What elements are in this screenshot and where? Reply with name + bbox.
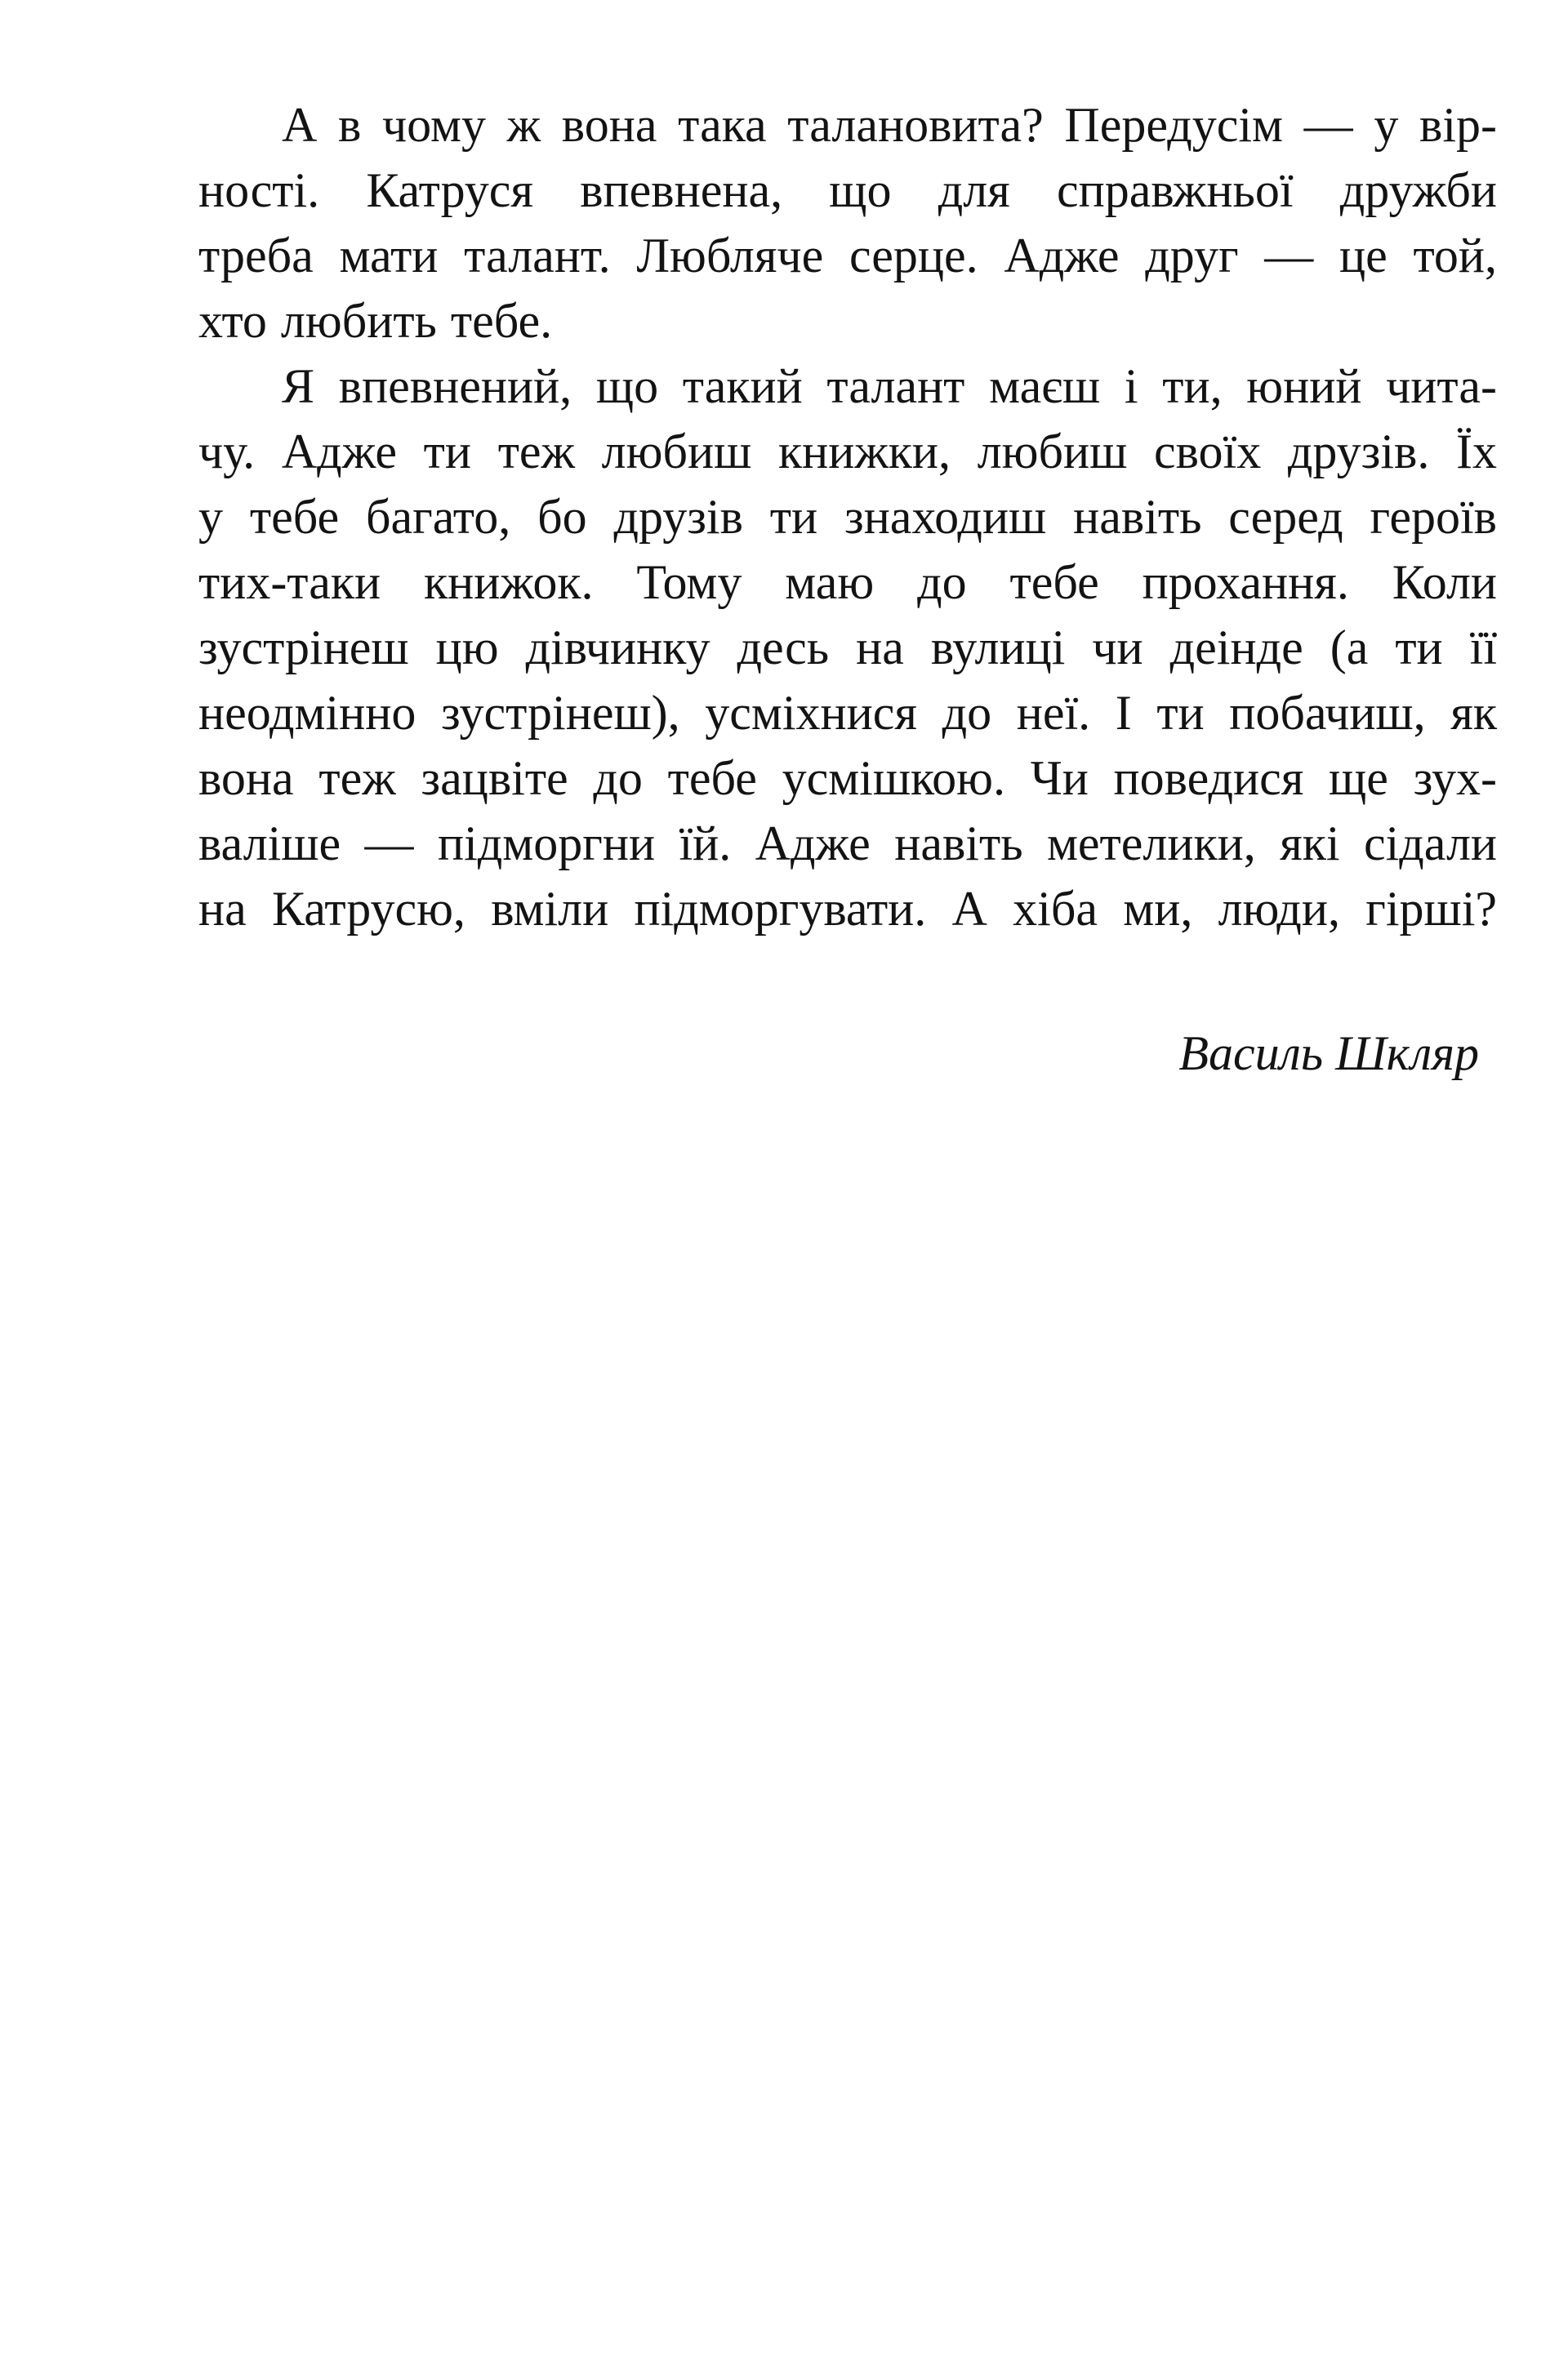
text-line: зустрінеш цю дівчинку десь на вулиці чи деінде (а ти її — [198, 621, 1497, 674]
text-line: у тебе багато, бо друзів ти знаходиш навіть серед героїв — [198, 490, 1497, 544]
text-line: ності. Катруся впевнена, що для справжньої дружби — [198, 163, 1497, 217]
text-line: неодмінно зустрінеш), усміхнися до неї. І ти побачиш, як — [198, 686, 1497, 740]
text-line: Я впевнений, що такий талант маєш і ти, юний чита- — [282, 359, 1497, 413]
text-line: чу. Адже ти теж любиш книжки, любиш своїх друзів. Їх — [198, 425, 1497, 478]
author-signature: Василь Шкляр — [1178, 1026, 1479, 1080]
text-line: хто любить тебе. — [198, 294, 553, 348]
text-line: вона теж зацвіте до тебе усмішкою. Чи поведися ще зух- — [198, 751, 1497, 805]
text-line: А в чому ж вона така талановита? Передусім — у вір- — [282, 98, 1497, 152]
body-text — [198, 92, 1497, 1086]
text-line: треба мати талант. Любляче серце. Адже друг — це той, — [198, 229, 1497, 282]
text-line: валіше — підморгни їй. Адже навіть метелики, які сідали — [198, 816, 1497, 870]
text-line: на Катрусю, вміли підморгувати. А хіба ми, люди, гірші? — [198, 882, 1497, 936]
text-line: тих-таки книжок. Тому маю до тебе прохання. Коли — [198, 555, 1497, 609]
